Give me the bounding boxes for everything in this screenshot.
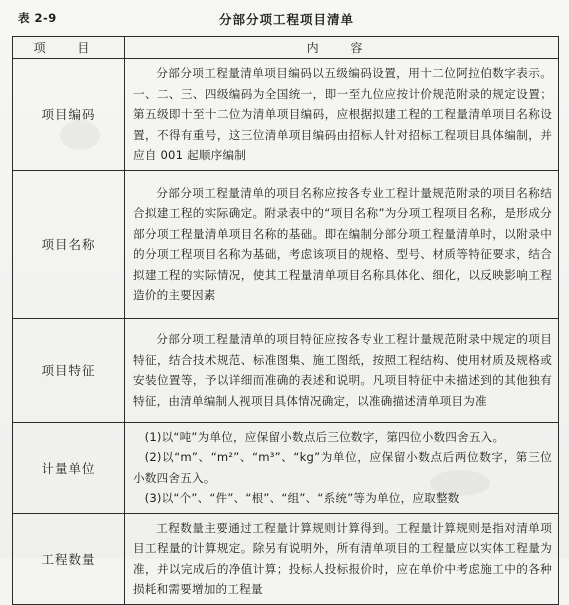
row-item-label: 项目名称 (13, 170, 125, 318)
table-header-row (13, 37, 559, 59)
content-paragraph: 分部分项工程量清单的项目名称应按各专业工程计量规范附录的项目名称结合拟建工程的实际确定。附录表中的“项目名称”为分项工程项目名称，是形成分部分项工程量清单项目名称的基础。即在编制分部分项工程量清单时，以附录中的分项工程项目名称为基础，考虑该项目的规格、型号、材质等特征要求，结合拟建工程的实际情况，使其工程量清单项目名称具体化、细化，以反映影响工程造价的主要因素 (133, 185, 552, 302)
row-content (125, 170, 559, 318)
list-item: (3)以“个”、“件”、“根”、“组”、“系统”等为单位，应取整数 (144, 491, 460, 505)
row-item-label: 项目特征 (13, 318, 125, 422)
content-paragraph: 分部分项工程量清单项目编码以五级编码设置，用十二位阿拉伯数字表示。一、二、三、四级编码为全国统一，即一至九位应按计价规范附录的规定设置；第五级即十至十二位为清单项目编码，应根据拟建工程的工程量清单项目名称设置，不得有重号，这三位清单项目编码由招标人针对招标工程项目具体编制，并应自 001 起顺序编制 (133, 66, 552, 162)
table-caption (14, 8, 559, 30)
list-item: (2)以“m”、“m²”、“m³”、“kg”为单位，应保留小数点后两位数字，第三位小数四舍五入。 (133, 450, 552, 485)
table-row (13, 170, 559, 318)
table-row (13, 422, 559, 513)
row-item-label: 项目编码 (13, 59, 125, 171)
row-item-label: 计量单位 (13, 422, 125, 513)
table-row (13, 59, 559, 171)
header-item: 项 目 (13, 37, 125, 59)
table-row (13, 318, 559, 422)
table-title: 分部分项工程项目清单 (218, 12, 354, 27)
project-list-table (12, 36, 559, 605)
table-number: 表 2-9 (18, 11, 57, 25)
row-content (125, 59, 559, 171)
header-content: 内 容 (125, 37, 559, 59)
row-content (125, 422, 559, 513)
content-paragraph: 工程数量主要通过工程量计算规则计算得到。工程量计算规则是指对清单项目工程量的计算规定。除另有说明外，所有清单项目的工程量应以实体工程量为准，并以完成后的净值计算；投标人投标报价时，应在单价中考虑施工中的各种损耗和需要增加的工程量 (133, 520, 552, 596)
row-content (125, 318, 559, 422)
row-item-label: 工程数量 (13, 513, 125, 604)
content-paragraph: 分部分项工程量清单的项目特征应按各专业工程计量规范附录中规定的项目特征，结合技术规范、标准图集、施工图纸，按照工程结构、使用材质及规格或安装位置等，予以详细而准确的表述和说明。凡项目特征中未描述到的其他独有特征，由清单编制人视项目具体情况确定，以准确描述清单项目为准 (133, 332, 552, 408)
list-item: (1)以“吨”为单位，应保留小数点后三位数字，第四位小数四舍五入。 (144, 429, 505, 444)
